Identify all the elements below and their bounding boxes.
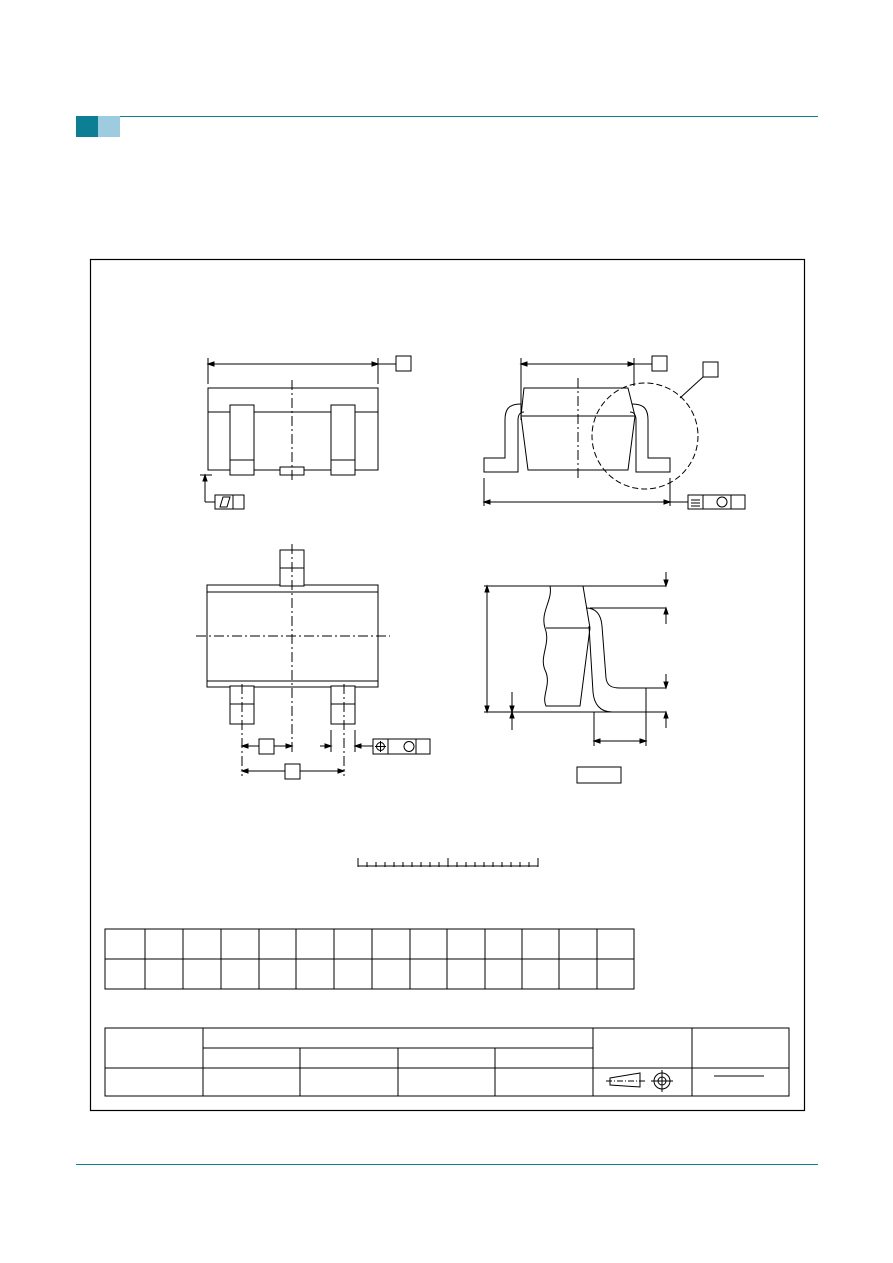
detail-caption-box <box>577 767 621 783</box>
detail-circle <box>592 383 698 489</box>
title-block <box>105 1028 789 1096</box>
dimension-table <box>105 929 634 989</box>
side-view-lead-right <box>630 404 670 472</box>
side-view <box>484 356 745 509</box>
datum-box-b <box>652 356 667 371</box>
pitch-label-box <box>259 739 274 754</box>
top-view <box>200 356 411 509</box>
top-view-lead-left <box>230 405 254 475</box>
detail-view <box>484 572 668 783</box>
third-angle-projection-icon <box>606 1070 673 1092</box>
detail-label-box <box>703 362 718 377</box>
material-circle-icon <box>717 497 727 507</box>
detail-view-body <box>543 586 590 706</box>
bottom-view-lead-right <box>331 686 355 724</box>
datum-box-a <box>396 356 411 371</box>
side-view-lead-left <box>484 404 524 472</box>
span-label-box <box>285 764 300 779</box>
bottom-view <box>196 544 430 779</box>
scale-bar <box>358 858 538 867</box>
top-view-lead-right <box>331 405 355 475</box>
footer-rule <box>76 1164 818 1165</box>
parallelogram-icon <box>220 497 230 507</box>
detail-view-lead <box>586 608 646 712</box>
